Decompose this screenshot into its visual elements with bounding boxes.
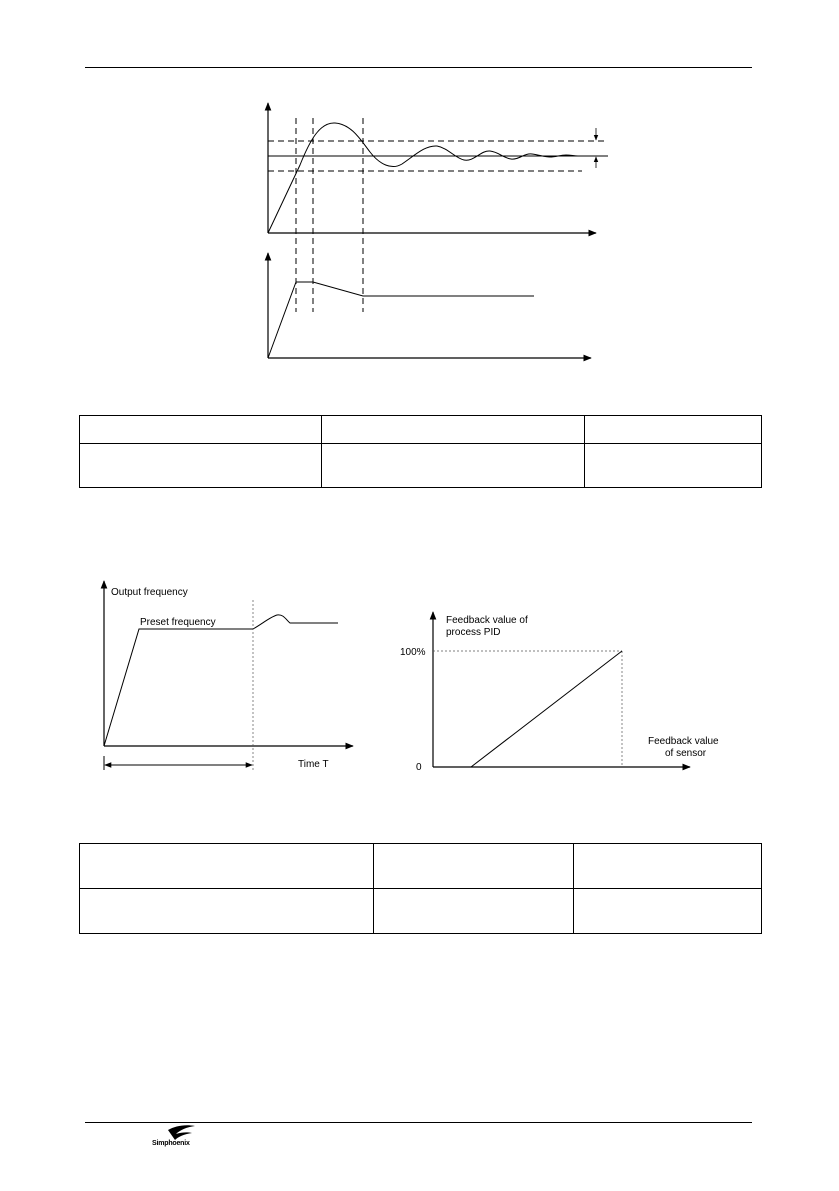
table2-cell (374, 844, 574, 889)
table2-cell (80, 889, 374, 934)
footer-logo-text: Simphoenix (152, 1140, 190, 1147)
output-curve (268, 282, 534, 358)
table2-cell (574, 889, 762, 934)
time-label: Time T (298, 759, 329, 770)
table2-cell (374, 889, 574, 934)
table1-cell (80, 444, 322, 488)
table1-cell (585, 444, 762, 488)
fb-x-label-1: Feedback value (648, 736, 719, 747)
response-curve (268, 123, 578, 233)
table1-cell (322, 416, 585, 444)
fb-tick-0: 0 (416, 762, 422, 773)
footer-rule (85, 1122, 752, 1123)
fb-x-label-2: of sensor (665, 748, 707, 759)
fb-curve (471, 651, 622, 767)
preset-frequency-label: Preset frequency (140, 617, 216, 628)
pid-response-figure (268, 103, 608, 358)
feedback-curve-figure (400, 612, 719, 773)
table2-cell (80, 844, 374, 889)
output-frequency-figure (104, 581, 353, 770)
frequency-bump (253, 615, 338, 629)
table1-cell (322, 444, 585, 488)
fb-tick-100: 100% (400, 647, 426, 658)
simphoenix-logo-icon (168, 1125, 195, 1140)
output-frequency-label: Output frequency (111, 587, 188, 598)
parameter-table-2 (79, 843, 762, 934)
fb-y-label-2: process PID (446, 627, 501, 638)
table2-cell (574, 844, 762, 889)
table1-cell (80, 416, 322, 444)
frequency-curve (104, 629, 253, 746)
parameter-table-1 (79, 415, 762, 488)
table1-cell (585, 416, 762, 444)
fb-y-label-1: Feedback value of (446, 615, 528, 626)
